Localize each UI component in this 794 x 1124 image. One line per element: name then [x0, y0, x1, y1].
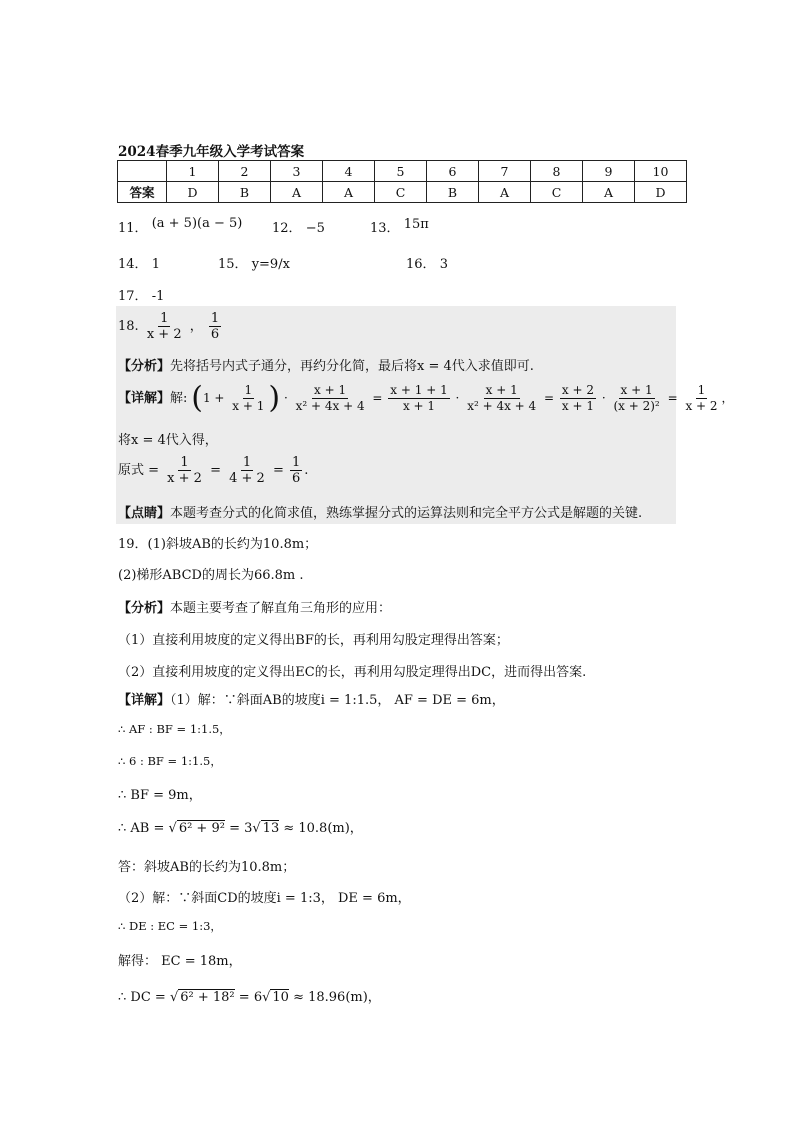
expr-mid: = 6: [238, 990, 263, 1005]
comment-tag: 【点睛】: [118, 506, 171, 521]
numerator: 1: [697, 383, 706, 397]
sqrt-sign: √: [169, 990, 179, 1005]
q18-analysis: [118, 355, 534, 374]
q19-detail-4: ∴ BF = 9m，: [118, 788, 202, 803]
detail-tag: 【详解】: [118, 391, 171, 406]
equals-sign: =: [667, 391, 678, 405]
q15-value: y=9/x: [251, 257, 290, 272]
answer-table-header-row: [118, 161, 687, 182]
table-number-cell: 5: [375, 161, 427, 182]
q19-analysis-2: （2）直接利用坡度的定义得出EC的长，再利用勾股定理得出DC，进而得出答案.: [118, 665, 587, 680]
q17-answer: [118, 285, 164, 304]
q11-answer: [118, 217, 242, 236]
sqrt-sign: √: [252, 821, 261, 836]
equals-sign: =: [272, 463, 284, 478]
q19-analysis: [118, 597, 391, 616]
expr-prefix: ∴ AB =: [118, 821, 165, 836]
table-answer-cell: A: [323, 182, 375, 203]
fraction: [465, 383, 538, 414]
q13-label: 13．: [370, 221, 400, 236]
q14-answer: [118, 253, 160, 272]
q14-label: 14．: [118, 257, 148, 272]
numerator: x + 1: [620, 383, 653, 397]
denominator: x + 2: [685, 399, 718, 413]
q11-label: 11．: [118, 221, 148, 236]
separator: ，: [189, 319, 203, 334]
denominator: x + 2: [167, 471, 202, 486]
analysis-text: 本题主要考查了解直角三角形的应用：: [170, 601, 392, 616]
answer-table-answer-row: [118, 182, 687, 203]
table-answer-cell: A: [583, 182, 635, 203]
radicand: 6² + 18²: [180, 990, 235, 1005]
numerator: 1: [244, 383, 253, 397]
q19-detail-5: [118, 817, 363, 836]
q19-line-2: (2)梯形ABCD的周长为66.8m .: [118, 568, 304, 583]
q11-value: (a + 5)(a − 5): [151, 216, 243, 231]
answer-table: [117, 160, 687, 203]
q12-label: 12．: [272, 221, 302, 236]
q12-answer: [272, 217, 325, 236]
denominator: 4 + 2: [229, 471, 265, 486]
fraction: [560, 383, 596, 414]
analysis-tag: 【分析】: [118, 601, 171, 616]
table-answer-cell: A: [479, 182, 531, 203]
left-paren: (: [191, 380, 203, 416]
radicand: 6² + 9²: [178, 821, 225, 836]
table-number-cell: 3: [271, 161, 323, 182]
expr-post: ≈ 10.8(m)，: [283, 821, 363, 836]
table-number-cell: 8: [531, 161, 583, 182]
q19-detail-3: ∴ 6 : BF = 1:1.5，: [118, 754, 222, 768]
comment-text: 本题考查分式的化简求值，熟练掌握分式的运算法则和完全平方公式是解题的关键.: [170, 506, 643, 521]
q18-answer: [118, 311, 223, 342]
expr-post: ≈ 18.96(m)，: [293, 990, 381, 1005]
orig-label: 原式 =: [118, 463, 160, 478]
detail-tag: 【详解】: [118, 693, 171, 708]
q18-label: 18.: [118, 319, 139, 334]
fraction: [290, 455, 302, 486]
numerator: 1: [160, 311, 169, 326]
q13-answer: [370, 217, 429, 236]
table-answer-cell: B: [427, 182, 479, 203]
table-number-cell: 4: [323, 161, 375, 182]
table-number-cell: 2: [219, 161, 271, 182]
table-answer-cell: C: [375, 182, 427, 203]
dot-operator: ·: [283, 391, 288, 405]
q18-fraction: [145, 311, 184, 342]
denominator: 6: [292, 471, 301, 486]
table-answer-cell: A: [271, 182, 323, 203]
denominator: (x + 2)²: [613, 399, 660, 413]
denominator: x + 1: [561, 399, 594, 413]
expr-one-plus: 1 +: [202, 391, 225, 405]
period: .: [304, 463, 309, 478]
denominator: x + 1: [402, 399, 436, 413]
radicand: 10: [272, 990, 289, 1005]
table-number-cell: 6: [427, 161, 479, 182]
q15-answer: [218, 253, 290, 272]
q18-detail: [118, 380, 734, 416]
analysis-text: 先将括号内式子通分，再约分化简，最后将x = 4代入求值即可.: [170, 359, 534, 374]
table-answer-cell: D: [635, 182, 687, 203]
numerator: 1: [180, 455, 189, 470]
q19-detail-2: ∴ AF : BF = 1:1.5，: [118, 722, 231, 736]
fraction: [388, 383, 449, 414]
sqrt-sign: √: [168, 821, 177, 836]
q18-substitute: 将x = 4代入得，: [118, 433, 218, 448]
dot-operator: ·: [455, 391, 460, 405]
comma: ，: [721, 391, 734, 405]
expr-prefix: ∴ DC =: [118, 990, 166, 1005]
q19-detail-7: （2）解：∵斜面CD的坡度i = 1:3， DE = 6m，: [118, 891, 411, 906]
fraction: [294, 383, 367, 414]
numerator: 1: [210, 311, 220, 326]
q19-analysis-1: （1）直接利用坡度的定义得出BF的长，再利用勾股定理得出答案；: [118, 633, 509, 648]
q18-fraction: [209, 311, 221, 342]
q19-detail-1: [118, 689, 505, 708]
fraction: [230, 383, 266, 414]
sqrt-sign: √: [262, 990, 271, 1005]
numerator: x + 1 + 1: [390, 383, 448, 397]
q17-value: -1: [151, 289, 165, 304]
q19-line-1: 19．(1)斜坡AB的长约为10.8m；: [118, 537, 318, 552]
fraction: [227, 455, 267, 486]
dot-operator: ·: [601, 391, 606, 405]
analysis-tag: 【分析】: [118, 359, 171, 374]
table-number-cell: 7: [479, 161, 531, 182]
table-corner-cell: [118, 161, 167, 182]
q13-value: 15π: [403, 217, 429, 232]
radicand: 13: [262, 821, 280, 836]
q19-detail-9: 解得： EC = 18m，: [118, 954, 242, 969]
q19-detail-10: [118, 986, 381, 1005]
table-answer-cell: C: [531, 182, 583, 203]
answer-row-label: 答案: [118, 182, 167, 203]
page-title: 2024春季九年级入学考试答案: [118, 144, 305, 160]
numerator: x + 1: [314, 383, 347, 397]
fraction: [165, 455, 204, 486]
numerator: x + 1: [485, 383, 518, 397]
denominator: 6: [210, 327, 220, 342]
fraction: [683, 383, 719, 414]
q12-value: −5: [305, 221, 325, 236]
q14-value: 1: [151, 257, 160, 272]
table-answer-cell: B: [219, 182, 271, 203]
detail-text: （1）解：∵斜面AB的坡度i = 1:1.5， AF = DE = 6m，: [170, 693, 505, 708]
fraction: [611, 383, 661, 414]
q19-detail-6: 答：斜坡AB的长约为10.8m；: [118, 860, 296, 875]
table-number-cell: 1: [167, 161, 219, 182]
equals-sign: =: [372, 391, 383, 405]
q17-label: 17．: [118, 289, 148, 304]
table-number-cell: 10: [635, 161, 687, 182]
q15-label: 15．: [218, 257, 248, 272]
denominator: x + 1: [232, 399, 265, 413]
denominator: x + 2: [146, 327, 182, 342]
q16-answer: [406, 253, 448, 272]
numerator: 1: [292, 455, 301, 470]
detail-prefix: 解:: [170, 391, 188, 406]
q19-detail-8: ∴ DE : EC = 1:3，: [118, 919, 222, 933]
q18-comment: [118, 502, 642, 521]
denominator: x² + 4x + 4: [467, 399, 537, 413]
table-answer-cell: D: [167, 182, 219, 203]
numerator: x + 2: [561, 383, 594, 397]
q16-label: 16．: [406, 257, 436, 272]
denominator: x² + 4x + 4: [295, 399, 365, 413]
table-number-cell: 9: [583, 161, 635, 182]
q16-value: 3: [439, 257, 448, 272]
expr-mid: = 3: [229, 821, 253, 836]
q18-result: [118, 455, 308, 486]
equals-sign: =: [544, 391, 555, 405]
numerator: 1: [242, 455, 252, 470]
right-paren: ): [268, 380, 281, 416]
equals-sign: =: [210, 463, 221, 478]
